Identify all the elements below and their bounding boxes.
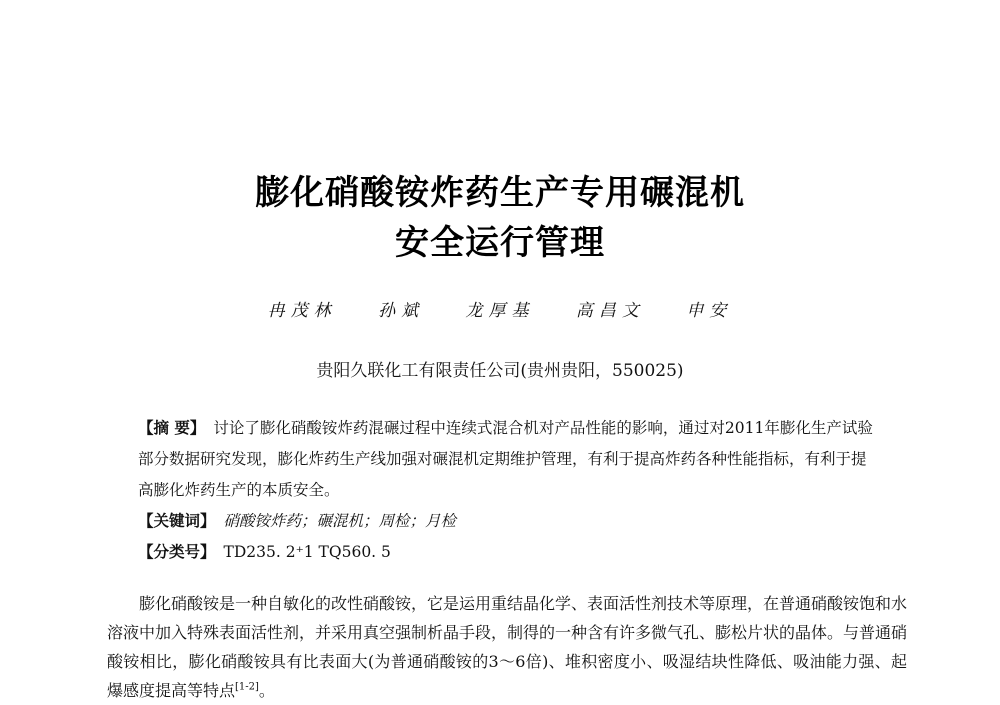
classification-label: 【分类号】 bbox=[138, 543, 216, 561]
keywords-label: 【关键词】 bbox=[138, 512, 216, 530]
abstract-paragraph bbox=[138, 413, 873, 506]
abstract-text: 讨论了膨化硝酸铵炸药混碾过程中连续式混合机对产品性能的影响，通过对2011年膨化生产试验部分数据研究发现，膨化炸药生产线加强对碾混机定期维护管理，有利于提高炸药各种性能指标，有利于提高膨化炸药生产的本质安全。 bbox=[138, 419, 873, 499]
keywords-text: 硝酸铵炸药；碾混机；周检；月检 bbox=[223, 512, 457, 530]
author-3: 龙厚基 bbox=[465, 301, 535, 321]
body-paragraph-1 bbox=[107, 589, 907, 705]
body-paragraph-1-text: 膨化硝酸铵是一种自敏化的改性硝酸铵，它是运用重结晶化学、表面活性剂技术等原理，在普通硝酸铵饱和水溶液中加入特殊表面活性剂，并采用真空强制析晶手段，制得的一种含有许多微气孔、膨松片状的晶体。与普通硝酸铵相比，膨化硝酸铵具有比表面大(为普通硝酸铵的3～6倍)、堆积密度小、吸湿结块性降低、吸油能力强、起爆感度提高等特点 bbox=[107, 594, 908, 700]
author-4: 高昌文 bbox=[575, 301, 645, 321]
author-1: 冉茂林 bbox=[267, 301, 337, 321]
affiliation: 贵阳久联化工有限责任公司(贵州贵阳，550025) bbox=[316, 361, 684, 381]
classification-text: TD235. 2⁺1 TQ560. 5 bbox=[223, 543, 391, 561]
body-paragraph-1-end: 。 bbox=[258, 681, 275, 700]
author-list bbox=[0, 296, 1000, 321]
paper-title-line-2: 安全运行管理 bbox=[395, 223, 605, 263]
body-text bbox=[107, 589, 907, 705]
keywords-paragraph bbox=[138, 506, 873, 537]
classification-paragraph bbox=[138, 537, 873, 568]
abstract-block bbox=[138, 413, 873, 568]
citation-mark: [1-2] bbox=[235, 681, 259, 693]
author-5: 申安 bbox=[686, 301, 733, 321]
author-2: 孙斌 bbox=[378, 301, 425, 321]
paper-title-line-1: 膨化硝酸铵炸药生产专用碾混机 bbox=[255, 173, 745, 213]
abstract-label: 【摘 要】 bbox=[138, 419, 206, 437]
